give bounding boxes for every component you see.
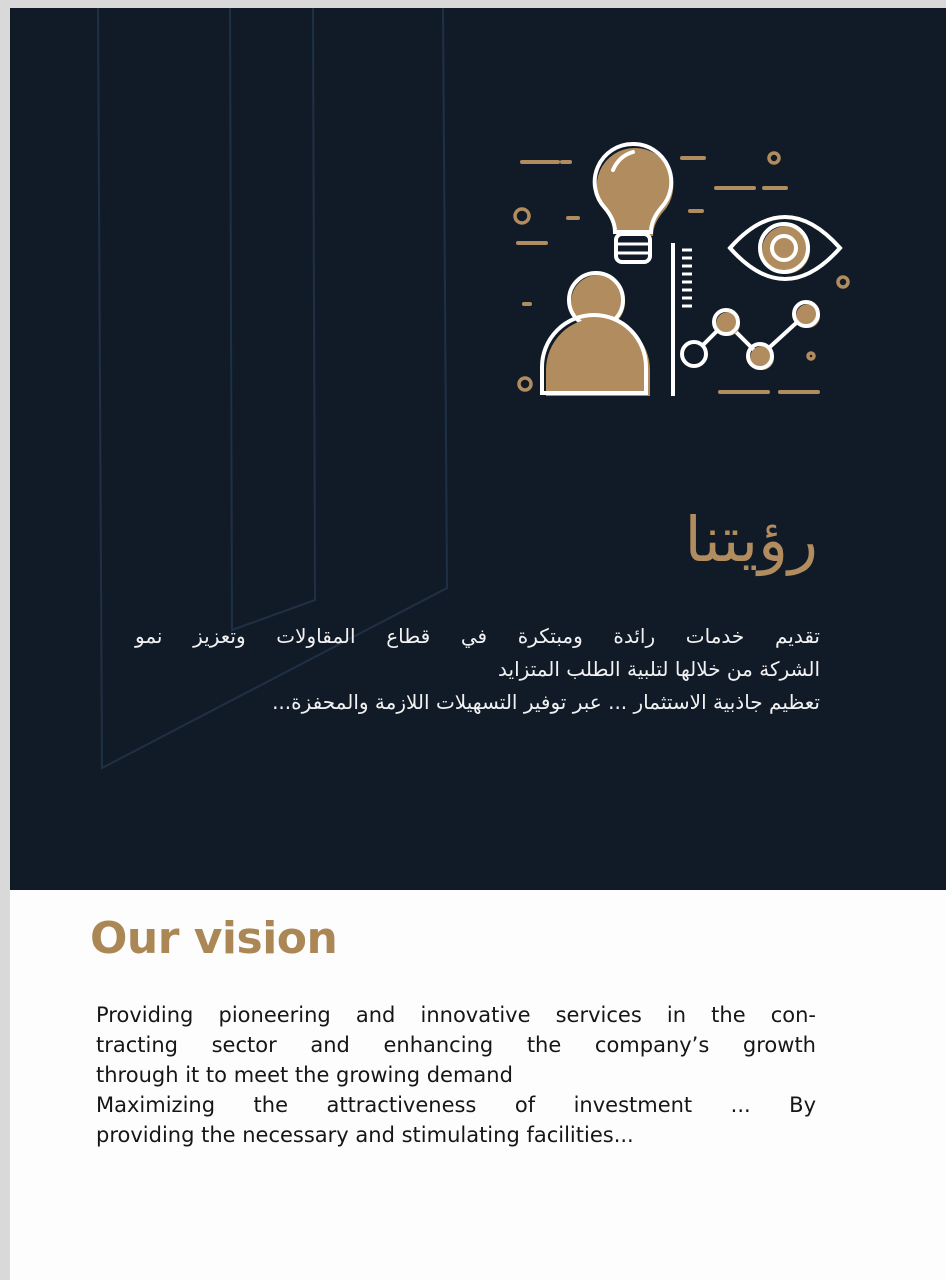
english-body-line: tracting sector and enhancing the company’s growth xyxy=(96,1033,816,1057)
document-page xyxy=(10,8,946,1280)
light-bulb-icon xyxy=(595,144,674,262)
english-body-line: Providing pioneering and innovative services in the con- xyxy=(96,1003,816,1027)
english-body-line: through it to meet the growing demand xyxy=(96,1063,513,1087)
eye-icon xyxy=(730,217,840,279)
arabic-body-line: الشركة من خلالها لتلبية الطلب المتزايد xyxy=(498,657,820,681)
vision-illustration xyxy=(500,128,860,408)
vision-title-english: Our vision xyxy=(90,913,338,964)
vision-title-arabic: رؤيتنا xyxy=(684,503,818,576)
english-body-line: providing the necessary and stimulating facilities... xyxy=(96,1123,634,1147)
english-body-line: Maximizing the attractiveness of investment ... By xyxy=(96,1093,816,1117)
divider-line xyxy=(673,243,692,396)
arabic-body-line: تعظيم جاذبية الاستثمار ... عبر توفير التسهيلات اللازمة والمحفزة... xyxy=(272,690,820,714)
vision-body-english xyxy=(96,1000,816,1150)
vision-body-arabic xyxy=(135,620,820,719)
line-chart-icon xyxy=(682,302,820,370)
person-icon xyxy=(542,273,650,396)
hero-section xyxy=(10,8,946,890)
arabic-body-line: تقديم خدمات رائدة ومبتكرة في قطاع المقاولات وتعزيز نمو xyxy=(135,624,820,648)
